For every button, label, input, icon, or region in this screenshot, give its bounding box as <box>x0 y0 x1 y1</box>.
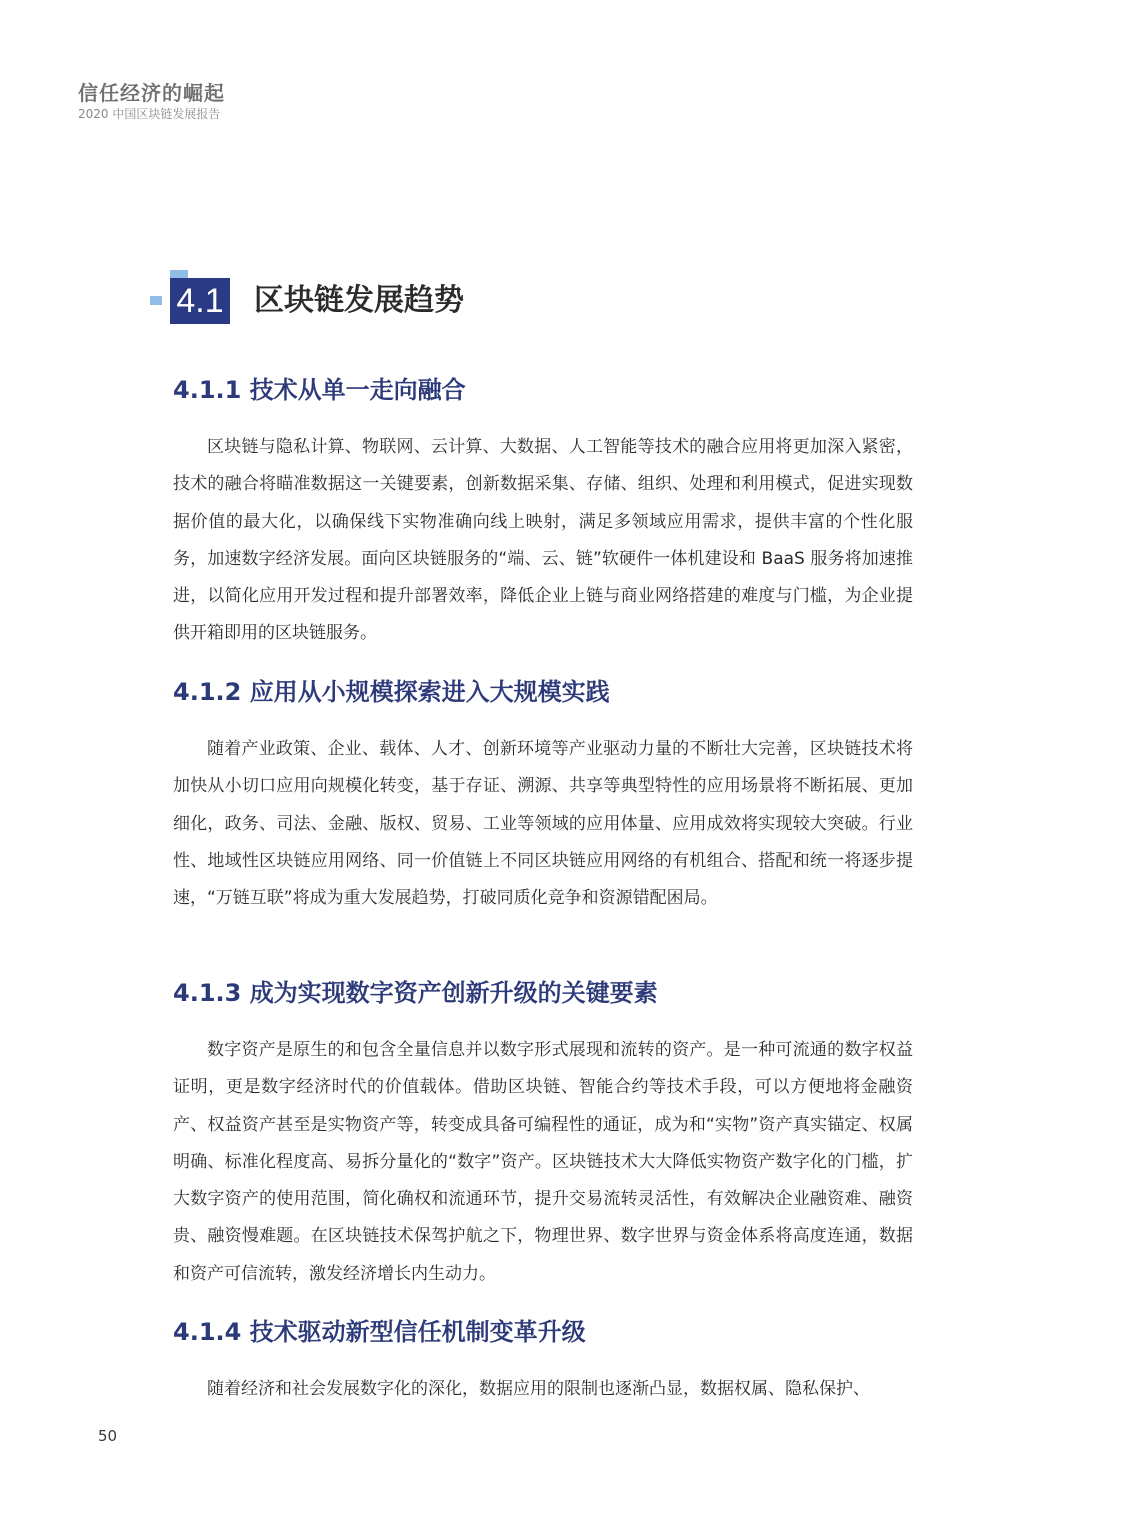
section-paragraph: 区块链与隐私计算、物联网、云计算、大数据、人工智能等技术的融合应用将更加深入紧密，技术的融合将瞄准数据这一关键要素，创新数据采集、存储、组织、处理和利用模式，促进实现数据价值的最大化，以确保线下实物准确向线上映射，满足多领域应用需求，提供丰富的个性化服务，加速数字经济发展。面向区块链服务的“端、云、链”软硬件一体机建设和 BaaS 服务将加速推进，以简化应用开发过程和提升部署效率，降低企业上链与商业网络搭建的难度与门槛，为企业提供开箱即用的区块链服务。 <box>173 437 913 644</box>
decorative-square-small <box>150 296 162 305</box>
running-head <box>78 80 225 122</box>
running-head-subtitle: 2020 中国区块链发展报告 <box>78 107 221 121</box>
section-paragraph: 随着经济和社会发展数字化的深化，数据应用的限制也逐渐凸显，数据权属、隐私保护、 <box>207 1379 870 1399</box>
page-number: 50 <box>98 1427 118 1445</box>
chapter-number-badge: 4.1 <box>170 278 230 324</box>
section-4-1-2 <box>173 675 913 917</box>
section-4-1-3 <box>173 976 913 1293</box>
section-title: 4.1.3 成为实现数字资产创新升级的关键要素 <box>173 979 658 1007</box>
chapter-title: 区块链发展趋势 <box>254 283 464 318</box>
section-title: 4.1.4 技术驱动新型信任机制变革升级 <box>173 1318 586 1346</box>
section-paragraph: 随着产业政策、企业、载体、人才、创新环境等产业驱动力量的不断壮大完善，区块链技术将加快从小切口应用向规模化转变，基于存证、溯源、共享等典型特性的应用场景将不断拓展、更加细化，政务、司法、金融、版权、贸易、工业等领域的应用体量、应用成效将实现较大突破。行业性、地域性区块链应用网络、同一价值链上不同区块链应用网络的有机组合、搭配和统一将逐步提速，“万链互联”将成为重大发展趋势，打破同质化竞争和资源错配困局。 <box>173 739 913 909</box>
section-paragraph: 数字资产是原生的和包含全量信息并以数字形式展现和流转的资产。是一种可流通的数字权益证明，更是数字经济时代的价值载体。借助区块链、智能合约等技术手段，可以方便地将金融资产、权益资产甚至是实物资产等，转变成具备可编程性的通证，成为和“实物”资产真实锚定、权属明确、标准化程度高、易拆分量化的“数字”资产。区块链技术大大降低实物资产数字化的门槛，扩大数字资产的使用范围，简化确权和流通环节，提升交易流转灵活性，有效解决企业融资难、融资贵、融资慢难题。在区块链技术保驾护航之下，物理世界、数字世界与资金体系将高度连通，数据和资产可信流转，激发经济增长内生动力。 <box>173 1040 913 1284</box>
section-4-1-4 <box>173 1315 913 1408</box>
section-title: 4.1.1 技术从单一走向融合 <box>173 376 466 404</box>
section-4-1-1 <box>173 373 913 653</box>
running-head-title: 信任经济的崛起 <box>78 81 225 105</box>
section-title: 4.1.2 应用从小规模探索进入大规模实践 <box>173 678 610 706</box>
